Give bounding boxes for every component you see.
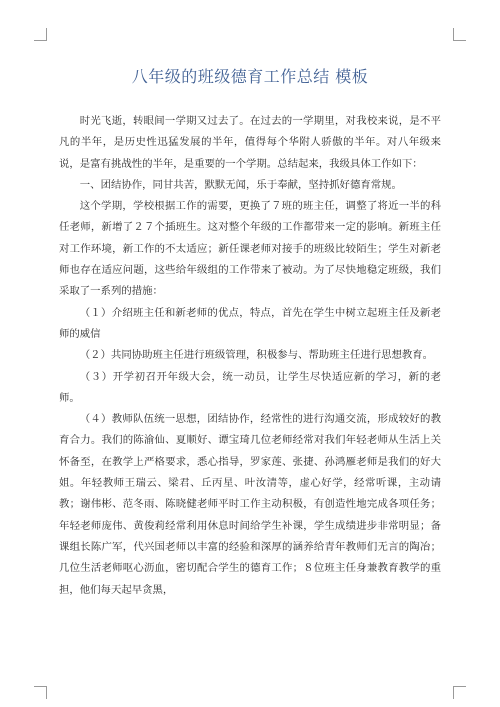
paragraph-measure-3: （３）开学初召开年级大会，统一动员，让学生尽快适应新的学习，新的老师。 <box>59 370 441 404</box>
document-body <box>59 111 441 601</box>
page-corner-mark-top-right <box>453 28 466 41</box>
paragraph-measure-4: （４）教师队伍统一思想，团结协作，经常性的进行沟通交流，形成较好的教育合力。我们的陈渝仙、夏顺好、谭宝琦几位老师经常对我们年轻老师从生活上关怀备至，在教学上严格要求，悉心指导，罗家莲、张捷、孙鸿雁老师是我们的好大姐。年轻教师王瑞云、梁君、丘丙星、叶汝清等，虚心好学，经常听课，主动请教；谢伟彬、范冬雨、陈晓健老师平时工作主动积极，有创造性地完成各项任务；年轻老师庞伟、黄俊莉经常利用休息时间给学生补课，学生成绩进步非常明显；备课组长陈广军，代兴国老师以丰富的经验和深厚的涵养给青年教师们无言的陶冶；几位生活老师呕心沥血，密切配合学生的德育工作；８位班主任身兼教育教学的重担，他们每天起早贪黑， <box>59 413 441 596</box>
page-corner-mark-top-left <box>34 28 47 41</box>
paragraph-measure-1: （１）介绍班主任和新老师的优点，特点，首先在学生中树立起班主任及新老师的威信 <box>59 306 441 340</box>
paragraph-section-heading: 一、团结协作，同甘共苦，默默无闻，乐于奉献，坚持抓好德育常规。 <box>79 178 402 191</box>
paragraph-intro: 时光飞逝，转眼间一学期又过去了。在过去的一学期里，对我校来说，是不平凡的半年，是历史性迅猛发展的半年，值得每个华附人骄傲的半年。对八年级来说，是富有挑战性的半年，是重要的一个学期。总结起来，我级具体工作如下： <box>59 115 441 170</box>
paragraph-measure-2: （２）共同协助班主任进行班级管理，积极参与、帮助班主任进行思想教育。 <box>79 349 434 362</box>
document-title: 八年级的班级德育工作总结 模板 <box>131 67 369 86</box>
paragraph-context: 这个学期，学校根据工作的需要，更换了７班的班主任，调整了将近一半的科任老师，新增了２７个插班生。这对整个年级的工作都带来一定的影响。新班主任对工作环境，新工作的不太适应；新任课老师对接手的班级比较陌生；学生对新老师也存在适应问题，这些给年级组的工作带来了被动。为了尽快地稳定班级，我们采取了一系列的措施： <box>59 200 441 298</box>
page-corner-mark-bottom-right <box>453 686 466 699</box>
page-corner-mark-bottom-left <box>34 686 47 699</box>
